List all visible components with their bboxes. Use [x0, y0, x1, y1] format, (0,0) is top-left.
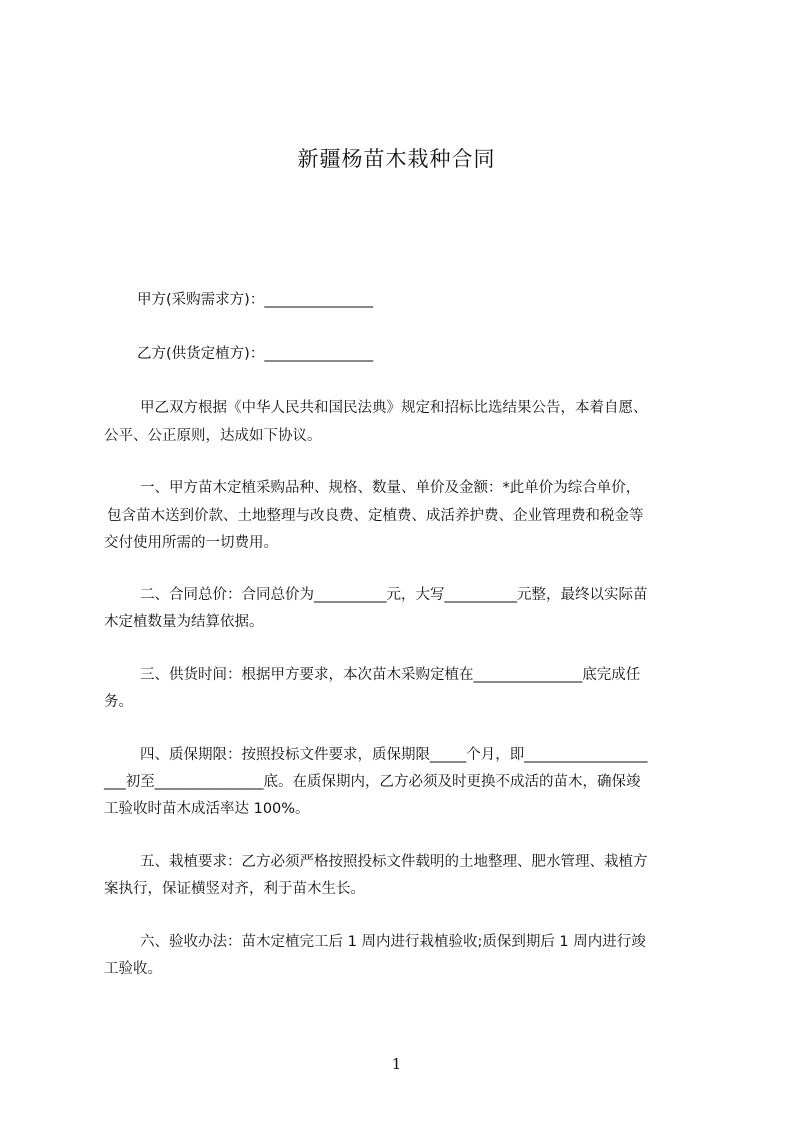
- clause2-line-1: 二、合同总价：合同总价为__________元，大写__________元整，最终以实际苗: [140, 587, 648, 603]
- clause4-line-1: 四、质保期限：按照投标文件要求，质保期限_____个月，即_________________: [140, 747, 648, 763]
- clause6-line-2: 工验收。: [104, 961, 162, 977]
- clause1-line-2: 包含苗木送到价款、土地整理与改良费、定植费、成活养护费、企业管理费和税金等: [107, 508, 644, 524]
- party-b-line: 乙方(供货定植方)：_______________: [137, 346, 374, 362]
- clause2-line-2: 木定植数量为结算依据。: [104, 614, 264, 630]
- clause1-line-3: 交付使用所需的一切费用。: [104, 535, 278, 551]
- intro-line-1: 甲乙双方根据《中华人民共和国民法典》规定和招标比选结果公告，本着自愿、: [140, 400, 648, 416]
- clause1-line-1: 一、甲方苗木定植采购品种、规格、数量、单价及金额：*此单价为综合单价，: [140, 480, 641, 496]
- clause6-line-1: 六、验收办法：苗木定植完工后 1 周内进行栽植验收;质保到期后 1 周内进行竣: [140, 934, 646, 950]
- intro-line-2: 公平、公正原则，达成如下协议。: [104, 428, 322, 444]
- clause4-line-2: ___初至_______________底。在质保期内，乙方必须及时更换不成活的苗木，确保竣: [104, 774, 641, 790]
- page-number: 1: [391, 1055, 402, 1073]
- clause3-line-2: 务。: [104, 694, 133, 710]
- clause5-line-1: 五、栽植要求：乙方必须严格按照投标文件载明的土地整理、肥水管理、栽植方: [140, 854, 648, 870]
- clause3-line-1: 三、供货时间：根据甲方要求，本次苗木采购定植在_______________底完成任: [140, 667, 641, 683]
- party-a-line: 甲方(采购需求方)：_______________: [137, 292, 374, 308]
- clause4-line-3: 工验收时苗木成活率达 100%。: [104, 801, 310, 817]
- document-title: 新疆杨苗木栽种合同: [297, 147, 496, 171]
- clause5-line-2: 案执行，保证横竖对齐，利于苗木生长。: [104, 881, 365, 897]
